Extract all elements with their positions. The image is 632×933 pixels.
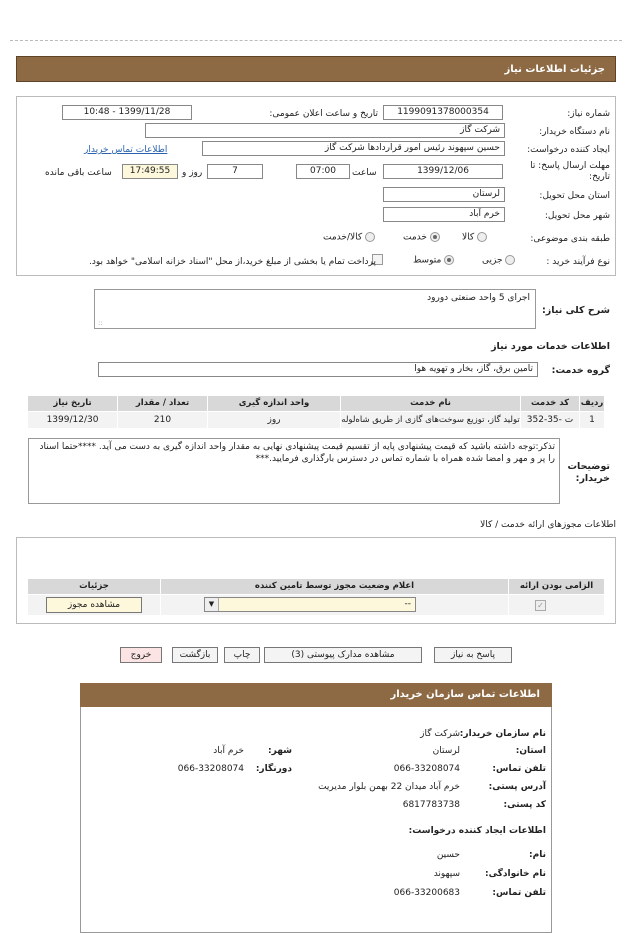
creator-family: سپهوند [433,869,460,879]
contact-fax: 066-33208074 [177,764,244,774]
contact-org-label: نام سازمان خریدار: [459,729,546,739]
contact-address: خرم آباد میدان 22 بهمن بلوار مدیریت [318,782,460,792]
purchase-medium-option[interactable] [413,255,454,266]
contact-org: شرکت گاز [420,729,460,739]
contact-phone: 066-33208074 [393,764,460,774]
print-button[interactable]: چاپ [224,647,260,663]
contact-city-label: شهر: [268,746,292,756]
cat-service-text: خدمت [403,232,427,243]
service-group-field[interactable]: تامین برق، گاز، بخار و تهویه هوا [98,362,538,377]
cat-service-radio[interactable] [430,232,440,242]
permit-status-value: -- [404,599,411,609]
buyer-notes-label: توضیحات خریدار: [567,461,610,484]
top-divider [10,40,622,41]
purchase-minor-option[interactable] [482,255,515,266]
deadline-date-field[interactable]: 1399/12/06 [383,164,503,179]
contact-address-label: آدرس پستی: [488,782,546,792]
permits-title: اطلاعات مجوزهای ارائه خدمت / کالا [480,520,616,530]
cat-goods-text: کالا [462,232,475,243]
need-number-field[interactable]: 1199091378000354 [383,105,503,120]
exit-button[interactable]: خروج [120,647,162,663]
col-code: کد خدمت [521,396,579,411]
permit-col-status: اعلام وضعیت مجوز توسط تامین کننده [161,579,508,594]
cat-both-radio[interactable] [365,232,375,242]
contact-postal: 6817783738 [402,800,460,810]
time-label: ساعت [352,168,377,178]
creator-name: حسین [436,850,460,860]
description-textarea[interactable] [94,289,536,329]
remaining-time-field: 17:49:55 [122,164,178,179]
contact-postal-label: کد پستی: [503,800,546,810]
permit-col-required: الزامی بودن ارائه [509,579,604,594]
cell-name: تولید گاز، توزیع سوخت‌های گازی از طریق شاه‌لوله [341,412,520,428]
province-field[interactable]: لرستان [383,187,505,202]
contact-header [80,683,552,707]
reply-button[interactable]: پاسخ به نیاز [434,647,512,663]
purchase-medium-radio[interactable] [444,255,454,265]
purchase-minor-radio[interactable] [505,255,515,265]
contact-fax-label: دورنگار: [255,764,292,774]
cat-service-option[interactable] [403,232,440,243]
purchase-medium-text: متوسط [413,255,442,266]
deadline-time-field[interactable]: 07:00 [296,164,350,179]
cat-both-text: کالا/خدمت [323,232,363,243]
page-header [16,56,616,82]
description-text: اجرای 5 واحد صنعتی دورود [427,293,530,303]
creator-info-title: اطلاعات ایجاد کننده درخواست: [408,826,546,836]
service-group-label: گروه خدمت: [551,365,610,376]
creator-label: ایجاد کننده درخواست: [527,145,610,155]
col-unit: واحد اندازه گیری [208,396,340,411]
permit-cell-required [509,595,604,615]
creator-family-label: نام خانوادگی: [484,869,546,879]
cell-date: 1399/12/30 [28,412,117,428]
col-row: ردیف [580,396,604,411]
col-qty: تعداد / مقدار [118,396,207,411]
description-label: شرح کلی نیاز: [541,305,610,316]
buyer-notes-text: تذکر:توجه داشته باشید که قیمت پیشنهادی پایه از تقسیم قیمت پیشنهادی نهایی به مقدار واحد اندازه گیری به دست می آید. ****حتما اسناد را پر و مهر و امضا شده همراه با شماره تماس در دسترس بارگذاری فرمایید.*** [39,442,555,464]
back-button[interactable]: بازگشت [172,647,218,663]
services-title: اطلاعات خدمات مورد نیاز [491,341,610,352]
purchase-minor-text: جزیی [482,255,503,266]
buyer-label: نام دستگاه خریدار: [539,127,610,137]
cell-qty: 210 [118,412,207,428]
cat-goods-radio[interactable] [477,232,487,242]
creator-phone: 066-33200683 [393,888,460,898]
contact-city: خرم آباد [213,746,244,756]
days-label: روز و [182,168,203,178]
buyer-notes-textarea[interactable] [28,438,560,504]
contact-panel [80,683,552,933]
creator-phone-label: تلفن تماس: [492,888,546,898]
permit-status-select[interactable] [204,597,416,612]
services-table [28,396,604,429]
deadline-label: مهلت ارسال پاسخ: تا تاریخ: [530,161,610,182]
province-label: استان محل تحویل: [539,191,610,201]
buyer-field[interactable]: شرکت گاز [145,123,505,138]
cell-unit: روز [208,412,340,428]
col-date: تاریخ نیاز [28,396,117,411]
contact-link[interactable]: اطلاعات تماس خریدار [84,145,168,155]
cat-goods-option[interactable] [462,232,487,243]
creator-field[interactable]: حسین سپهوند رئیس امور قراردادها شرکت گاز [202,141,505,156]
permit-required-checkbox: ✓ [535,600,546,611]
contact-province-label: استان: [515,746,546,756]
need-number-label: شماره نیاز: [567,109,610,119]
contact-title: اطلاعات تماس سازمان خریدار [390,689,540,700]
chevron-down-icon: ▼ [205,598,219,611]
contact-phone-label: تلفن تماس: [492,764,546,774]
category-label: طبقه بندی موضوعی: [530,234,610,244]
permit-col-details: جزئیات [28,579,160,594]
city-label: شهر محل تحویل: [544,211,610,221]
permits-table [28,579,604,616]
creator-name-label: نام: [529,850,546,860]
payment-note: پرداخت تمام یا بخشی از مبلغ خرید،از محل "اسناد خزانه اسلامی" خواهد بود. [88,257,376,267]
cat-both-option[interactable] [323,232,375,243]
resize-handle-icon: :: [98,319,103,327]
purchase-label: نوع فرآیند خرید : [546,257,610,267]
view-permit-button[interactable]: مشاهده مجوز [46,597,142,613]
page-title: جزئیات اطلاعات نیاز [504,64,605,75]
remaining-label: ساعت باقی مانده [45,168,112,178]
contact-province: لرستان [432,746,460,756]
attached-docs-button[interactable]: مشاهده مدارک پیوستی (3) [264,647,422,663]
announce-field[interactable]: 1399/11/28 - 10:48 [62,105,192,120]
cell-row: 1 [580,412,604,428]
city-field[interactable]: خرم آباد [383,207,505,222]
cell-code: ت -35-352 [521,412,579,428]
col-name: نام خدمت [341,396,520,411]
days-field[interactable]: 7 [207,164,263,179]
announce-label: تاریخ و ساعت اعلان عمومی: [269,109,378,119]
